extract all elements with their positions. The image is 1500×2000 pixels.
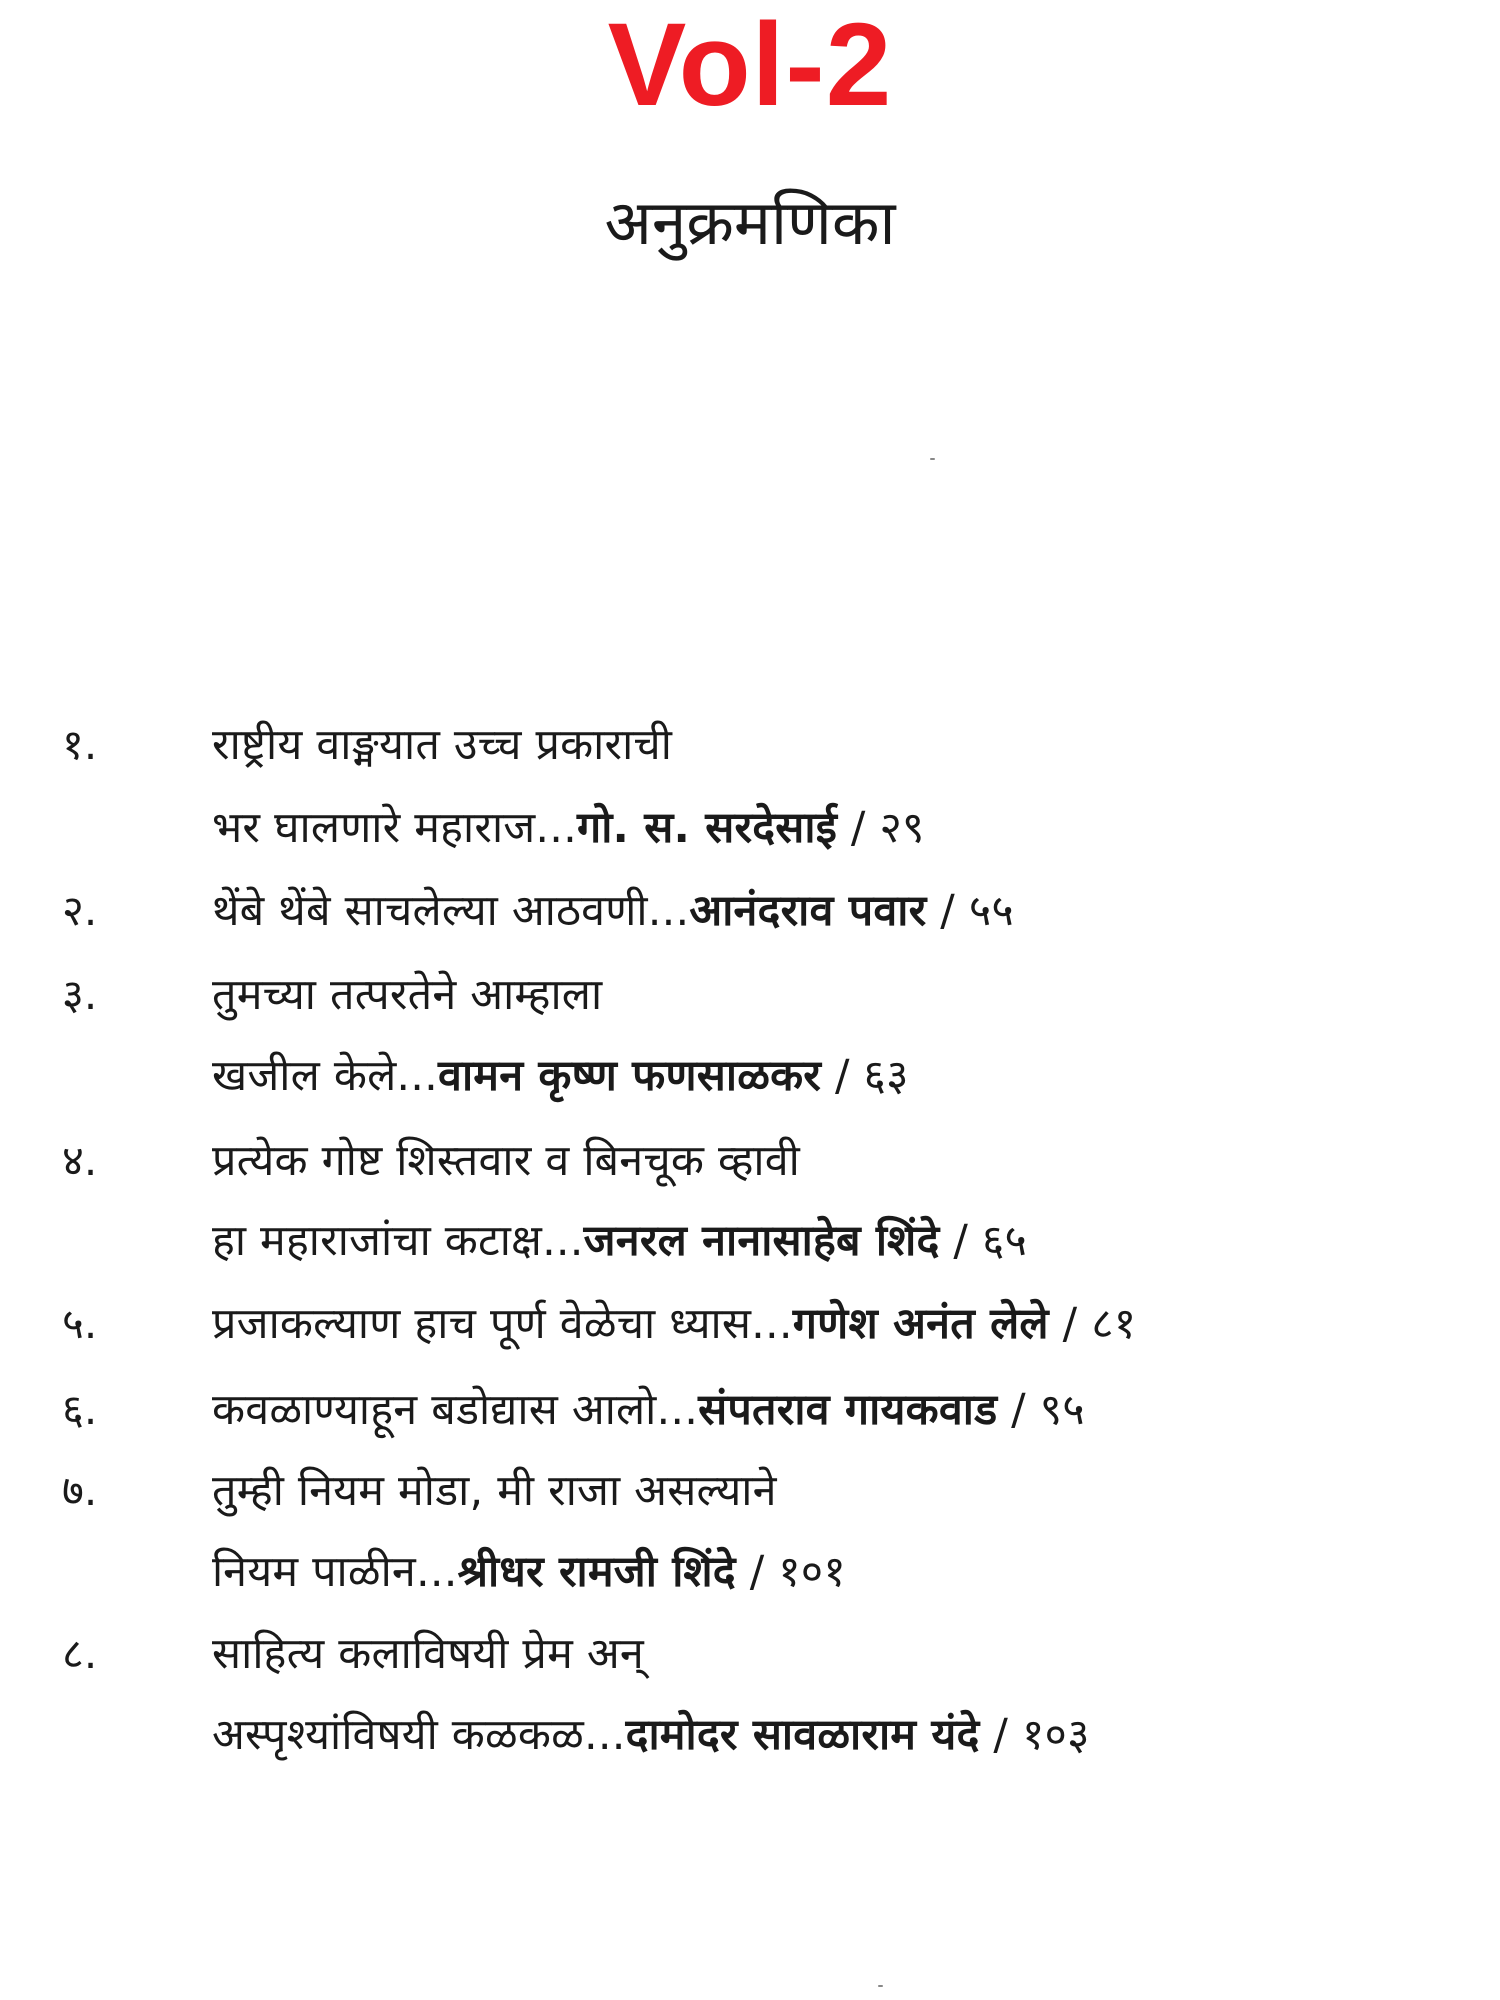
toc-entry-line — [0, 871, 1500, 951]
toc-entry-number: २. — [62, 886, 98, 935]
toc-entry-page-number: / ९५ — [997, 1385, 1085, 1435]
toc-entry-page-number: / १०१ — [735, 1547, 846, 1597]
toc-entry-number: ५. — [62, 1299, 98, 1348]
toc-entry-line — [0, 1284, 1500, 1364]
toc-entry-page-number: / ६५ — [939, 1216, 1028, 1266]
toc-entry-title: साहित्य कलाविषयी प्रेम अन् — [212, 1629, 644, 1679]
toc-entry-author: श्रीधर रामजी शिंदे — [457, 1547, 736, 1597]
toc-entry-title: राष्ट्रीय वाङ्मयात उच्च प्रकाराची — [212, 720, 673, 770]
toc-entry-title: तुम्ही नियम मोडा, मी राजा असल्याने — [212, 1466, 777, 1516]
toc-entry-text-container — [212, 1201, 1027, 1281]
scan-speck — [930, 458, 935, 460]
toc-entry-author: गो. स. सरदेसाई — [577, 803, 838, 853]
scan-speck — [878, 1985, 883, 1987]
toc-entry-text-container — [212, 1451, 777, 1531]
toc-entry-line — [0, 1451, 1500, 1531]
toc-entry-page-number: / ६३ — [821, 1051, 909, 1101]
toc-entry-title: थेंबे थेंबे साचलेल्या आठवणी... — [212, 886, 690, 936]
toc-entry-title: कवळाण्याहून बडोद्यास आलो... — [212, 1385, 699, 1435]
toc-entry-line — [0, 1036, 1500, 1116]
toc-entry-author: संपतराव गायकवाड — [698, 1385, 998, 1435]
toc-entry-number: ८. — [62, 1629, 98, 1678]
toc-entry-title: प्रत्येक गोष्ट शिस्तवार व बिनचूक व्हावी — [212, 1136, 800, 1186]
toc-entry-text-container — [212, 1695, 1090, 1775]
toc-entry-author: दामोदर सावळाराम यंदे — [625, 1710, 980, 1760]
toc-entry-number: १. — [62, 720, 98, 769]
toc-entry-title: अस्पृश्यांविषयी कळकळ... — [212, 1710, 626, 1760]
toc-entry-line — [0, 705, 1500, 785]
toc-entry-text-container — [212, 955, 602, 1035]
toc-entry-line — [0, 788, 1500, 868]
toc-entry-line — [0, 1201, 1500, 1281]
toc-entry-author: गणेश अनंत लेले — [792, 1299, 1049, 1349]
toc-entry-title: भर घालणारे महाराज... — [212, 803, 577, 853]
toc-entry-title: हा महाराजांचा कटाक्ष... — [212, 1216, 584, 1266]
toc-entry-text-container — [212, 788, 925, 868]
toc-entry-text-container — [212, 1370, 1085, 1450]
toc-entry-text-container — [212, 705, 672, 785]
toc-entry-line — [0, 1370, 1500, 1450]
toc-entry-title: खजील केले... — [212, 1051, 439, 1101]
toc-heading: अनुक्रमणिका — [604, 186, 896, 259]
toc-entry-author: आनंदराव पवार — [689, 886, 927, 936]
toc-entry-line — [0, 955, 1500, 1035]
toc-entry-text-container — [212, 871, 1014, 951]
toc-entry-page-number: / २९ — [837, 803, 925, 853]
toc-entry-text-container — [212, 1614, 644, 1694]
toc-entry-number: ६. — [62, 1385, 98, 1434]
toc-entry-page-number: / ८१ — [1048, 1299, 1137, 1349]
toc-entry-text-container — [212, 1532, 846, 1612]
toc-entry-line — [0, 1121, 1500, 1201]
toc-entry-text-container — [212, 1121, 800, 1201]
toc-entry-line — [0, 1614, 1500, 1694]
toc-entry-title: तुमच्या तत्परतेने आम्हाला — [212, 970, 603, 1020]
toc-entry-page-number: / ५५ — [926, 886, 1014, 936]
toc-entry-author: वामन कृष्ण फणसाळकर — [438, 1051, 822, 1101]
toc-entry-text-container — [212, 1284, 1136, 1364]
toc-entry-text-container — [212, 1036, 909, 1116]
volume-label: Vol-2 — [607, 0, 893, 131]
toc-entry-line — [0, 1532, 1500, 1612]
toc-entry-number: ४. — [62, 1136, 98, 1185]
toc-entry-title: नियम पाळीन... — [212, 1547, 458, 1597]
toc-entry-number: ७. — [62, 1466, 98, 1515]
toc-entry-page-number: / १०३ — [979, 1710, 1090, 1760]
toc-entry-author: जनरल नानासाहेब शिंदे — [583, 1216, 940, 1266]
toc-entry-line — [0, 1695, 1500, 1775]
toc-entry-number: ३. — [62, 970, 98, 1019]
toc-entry-title: प्रजाकल्याण हाच पूर्ण वेळेचा ध्यास... — [212, 1299, 793, 1349]
